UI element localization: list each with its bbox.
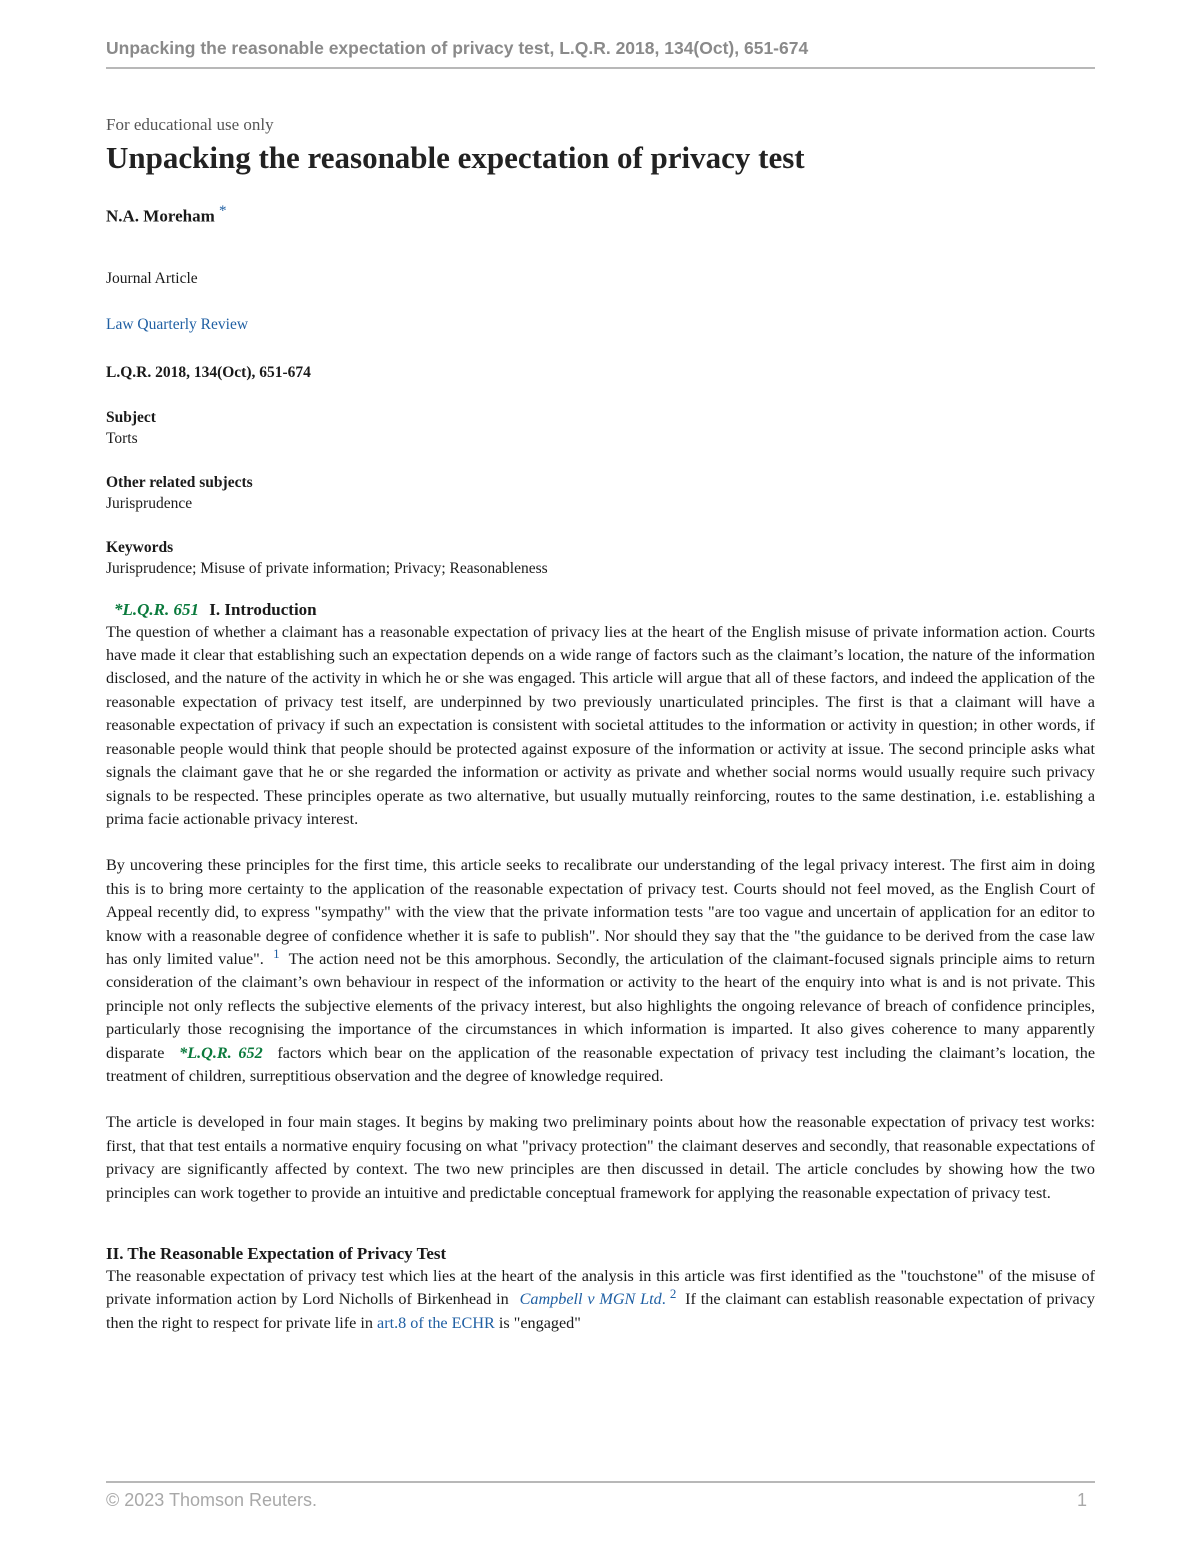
- paragraph-text: The action need not be this amorphous. Secondly, the articulation of the claimant-focused signals principle aims to return consideration of the claimant’s own behaviour in respect of the information or activity to the heart of the enquiry into what is and is not private. This principle not only reflects the subjective elements of the privacy interest, but also highlights the ongoing relevance of breach of confidence principles, particularly those recognising the importance of the circumstances in which information is imparted. It also gives coherence to many apparently disparate: [106, 949, 1095, 1062]
- footer-page-number: 1: [1076, 1490, 1087, 1510]
- page-reference-652: *L.Q.R. 652: [179, 1043, 263, 1062]
- section-heading-text: I. Introduction: [209, 599, 317, 619]
- paragraph-intro-1: The question of whether a claimant has a reasonable expectation of privacy lies at the heart of the English misuse of private information action. Courts have made it clear that establishing such an expectation depends on a wide range of factors such as the claimant’s location, the nature of the information disclosed, and the nature of the activity in which he or she was engaged. This article will argue that all of these factors, and indeed the application of the reasonable expectation of privacy test itself, are underpinned by two previously unarticulated principles. The first is that a claimant will have a reasonable expectation of privacy if such an expectation is consistent with societal attitudes to the information or activity in question; in other words, if reasonable people would think that people should be protected against exposure of the information or activity at issue. The second principle asks what signals the claimant gave that he or she regarded the information or activity as private and whether social norms would usually require such privacy signals to be respected. These principles operate as two alternative, but usually mutually reinforcing, routes to the same destination, i.e. establishing a prima facie actionable privacy interest.: [106, 622, 1095, 828]
- page-reference-651: *L.Q.R. 651: [114, 599, 199, 619]
- keywords-field: [106, 537, 1095, 579]
- paragraph-text: factors which bear on the application of the reasonable expectation of privacy test including the claimant’s location, the treatment of children, surreptitious observation and the degree of knowledge required.: [106, 1043, 1096, 1085]
- paragraph-text: The reasonable expectation of privacy test which lies at the heart of the analysis in this article was first identified as the "touchstone" of the misuse of private information action by Lord Nicholls of Birkenhead in: [106, 1267, 1095, 1309]
- paragraph-text: By uncovering these principles for the first time, this article seeks to recalibrate our understanding of the legal privacy interest. The first aim in doing this is to bring more certainty to the application of the reasonable expectation of privacy test. Courts should not feel moved, as the English Court of Appeal recently did, to express "sympathy" with the view that the private information tests "are too vague and uncertain of application for an editor to know with a reasonable degree of confidence whether it is safe to publish". Nor should they say that the "the guidance to be derived from the case law has only limited value".: [106, 856, 1095, 968]
- educational-notice: For educational use only: [106, 115, 274, 134]
- echr-article-link[interactable]: art.8 of the ECHR: [377, 1313, 495, 1332]
- footnote-link-1[interactable]: 1: [273, 945, 280, 961]
- subject-label: Subject: [106, 408, 156, 426]
- document-body: [106, 114, 1095, 1335]
- author-footnote-marker[interactable]: *: [219, 203, 227, 219]
- related-subjects-field: [106, 472, 1095, 514]
- paragraph-intro-2: [106, 854, 1095, 1088]
- paragraph-text: If the claimant can establish reasonable expectation of privacy then the right to respect for private life in: [106, 1290, 1095, 1332]
- related-subjects-label: Other related subjects: [106, 473, 253, 491]
- subject-field: [106, 407, 1095, 449]
- paragraph-test-1: [106, 1265, 1095, 1335]
- footer-divider: [106, 1481, 1095, 1483]
- footnote-link-2[interactable]: 2: [669, 1286, 677, 1302]
- paragraph-intro-3: The article is developed in four main stages. It begins by making two preliminary points about how the reasonable expectation of privacy test works: first, that that test entails a normative enquiry focusing on what "privacy protection" the claimant deserves and secondly, that reasonable expectations of privacy are significantly affected by context. The two new principles are then discussed in detail. The article concludes by showing how the two principles can work together to provide an intuitive and predictable conceptual framework for applying the reasonable expectation of privacy test.: [106, 1113, 1095, 1202]
- document-type: Journal Article: [106, 269, 198, 287]
- case-link-campbell[interactable]: Campbell v MGN Ltd: [519, 1290, 662, 1309]
- paragraph-text: is "engaged": [498, 1313, 581, 1332]
- journal-link[interactable]: Law Quarterly Review: [106, 315, 249, 333]
- subject-value: Torts: [106, 429, 138, 447]
- section-heading-introduction: [106, 599, 1095, 621]
- author-line: [106, 200, 1095, 228]
- related-subjects-value: Jurisprudence: [106, 494, 193, 512]
- footer-copyright: © 2023 Thomson Reuters.: [106, 1490, 318, 1510]
- running-header: Unpacking the reasonable expectation of privacy test, L.Q.R. 2018, 134(Oct), 651-674: [106, 38, 809, 58]
- citation: L.Q.R. 2018, 134(Oct), 651-674: [106, 363, 311, 381]
- case-link-period: .: [661, 1290, 666, 1309]
- keywords-label: Keywords: [106, 538, 174, 556]
- keywords-value: Jurisprudence; Misuse of private information; Privacy; Reasonableness: [106, 559, 548, 577]
- section-heading-test: II. The Reasonable Expectation of Privacy Test: [106, 1244, 447, 1263]
- author-name: N.A. Moreham: [106, 206, 215, 226]
- header-divider: [106, 67, 1095, 69]
- article-title: Unpacking the reasonable expectation of privacy test: [106, 140, 805, 175]
